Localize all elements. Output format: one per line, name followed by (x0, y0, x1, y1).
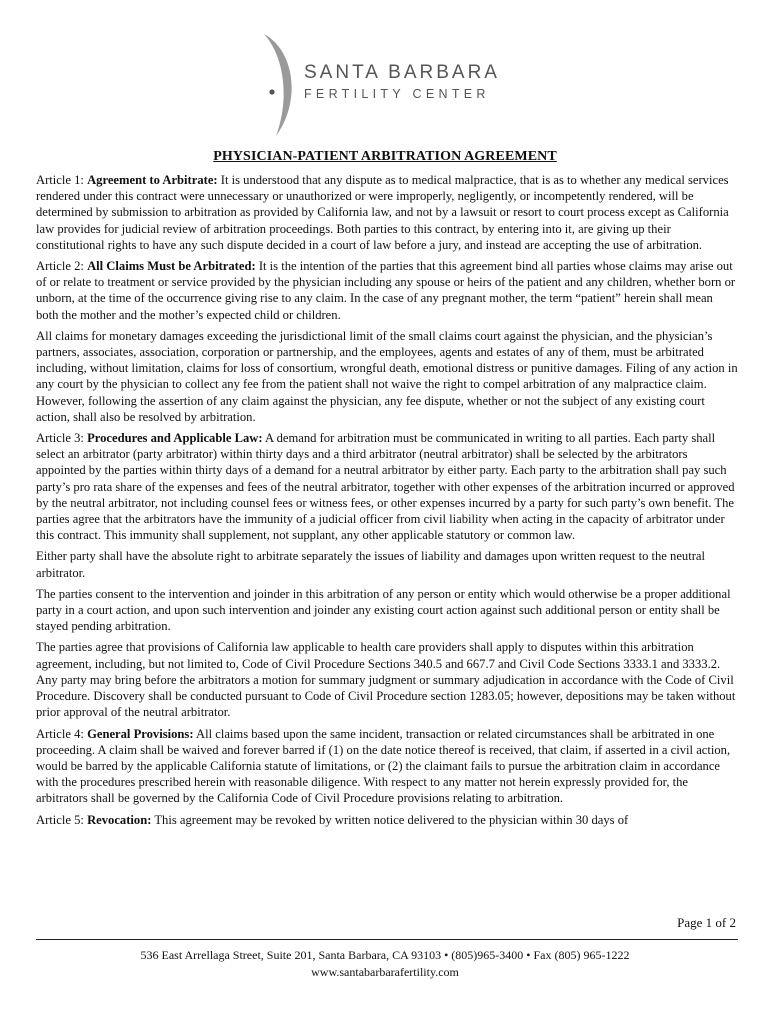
article-prefix: Article 5: (36, 812, 88, 827)
article-prefix: Article 1: (36, 173, 88, 187)
article-prefix: Article 3: (36, 431, 88, 446)
article-text: All claims based upon the same incident, transaction or related circumstances shall be arbitrated in one proceeding. A claim shall be waived and forever barred if (1) on the date notice thereof is received, that claim, if asserted in a civil action, would be barred by the applicable California statute of limitations, or (2) the claimant fails to pursue the arbitration claim in accordance with the procedures prescribed herein with reasonable diligence. With respect to any matter not herein expressly provided for, the arbitrators shall be governed by the California Code of Civil Procedure provisions relating to arbitration. (36, 726, 731, 806)
footer-address: 536 East Arrellaga Street, Suite 201, Santa Barbara, CA 93103 • (805)965-3400 • Fax (805) 965-1222 (140, 948, 630, 962)
article-heading: General Provisions: (87, 726, 194, 741)
article-text: This agreement may be revoked by written notice delivered to the physician within 30 days of (151, 812, 629, 827)
page-number: Page 1 of 2 (677, 915, 736, 930)
paragraph: The parties agree that provisions of California law applicable to health care providers shall apply to disputes within this arbitration agreement, including, but not limited to, Code of Civil Procedure Sections 340.5 and 667.7 and Civil Code Sections 3333.1 and 3333.2. Any party may bring before the arbitrators a motion for summary judgment or summary adjudication in accordance with the Code of Civil Procedure. Discovery shall be conducted pursuant to Code of Civil Procedure section 1283.05; however, depositions may be taken without prior approval of the neutral arbitrator. (36, 640, 736, 720)
article-4-paragraph (36, 726, 738, 807)
article-heading: Agreement to Arbitrate: (87, 173, 218, 187)
article-text: It is the intention of the parties that this agreement bind all parties whose claims may arise out of or relate to treatment or service provided by the physician including any spouse or heirs of the patient and any children, whether born or unborn, at the time of the occurrence giving rise to any claim. In the case of any pregnant mother, the term “patient” herein shall mean both the mother and the mother’s expected child or children. (36, 259, 736, 322)
article-2-paragraph (36, 258, 738, 323)
article-1-paragraph (36, 172, 738, 253)
article-heading: Procedures and Applicable Law: (87, 431, 263, 446)
footer-website: www.santabarbarafertility.com (311, 965, 459, 979)
article-5-paragraph (36, 812, 738, 828)
article-heading: All Claims Must be Arbitrated: (87, 259, 256, 274)
document-title: PHYSICIAN-PATIENT ARBITRATION AGREEMENT (213, 149, 557, 164)
article-heading: Revocation: (87, 812, 152, 827)
logo-name: SANTA BARBARA (304, 62, 500, 83)
paragraph: All claims for monetary damages exceeding the jurisdictional limit of the small claims court against the physician, and the physician’s partners, associates, association, corporation or partnership, and the employees, agents and estates of any of them, must be arbitrated including, without limitation, claims for loss of consortium, wrongful death, emotional distress or punitive damages. Filing of any action in any court by the physician to collect any fee from the patient shall not waive the right to compel arbitration of any malpractice claim. However, following the assertion of any claim against the physician, any fee dispute, whether or not the subject of any existing court action, shall also be resolved by arbitration. (36, 328, 738, 424)
clinic-logo (250, 30, 530, 142)
article-text: It is understood that any dispute as to medical malpractice, that is as to whether any medical services rendered under this contract were unnecessary or unauthorized or were improperly, negligently, or incompetently rendered, will be determined by submission to arbitration as provided by California law, and not by a lawsuit or resort to court process except as California law provides for judicial review of arbitration proceedings. Both parties to this contract, by entering into it, are giving up their constitutional rights to have any such dispute decided in a court of law before a jury, and instead are accepting the use of arbitration. (36, 173, 729, 252)
agreement-body (36, 172, 738, 833)
paragraph: Either party shall have the absolute right to arbitrate separately the issues of liability and damages upon written request to the neutral arbitrator. (36, 549, 706, 580)
article-prefix: Article 4: (36, 726, 88, 741)
crescent-logo-icon (250, 30, 310, 142)
article-prefix: Article 2: (36, 259, 88, 274)
footer-divider (36, 939, 738, 940)
paragraph: The parties consent to the intervention and joinder in this arbitration of any person or entity which would otherwise be a proper additional party in a court action, and upon such intervention and joinder any existing court action against such additional person or entity shall be stayed pending arbitration. (36, 586, 731, 634)
article-text: A demand for arbitration must be communicated in writing to all parties. Each party shall select an arbitrator (party arbitrator) within thirty days and a third arbitrator (neutral arbitrator) shall be selected by the arbitrators appointed by the parties within thirty days of a demand for a neutral arbitrator by either party. Each party to the arbitration shall pay such party’s pro rata share of the expenses and fees of the neutral arbitrator, together with other expenses of the arbitration incurred or approved by the neutral arbitrator, not including counsel fees or witness fees, or other expenses incurred by a party for such party’s own benefit. The parties agree that the arbitrators have the immunity of a judicial officer from civil liability when acting in the capacity of arbitrator under this contract. This immunity shall supplement, not supplant, any other applicable statutory or common law. (36, 431, 735, 543)
logo-subtitle: FERTILITY CENTER (304, 87, 490, 101)
article-3-paragraph (36, 430, 738, 543)
